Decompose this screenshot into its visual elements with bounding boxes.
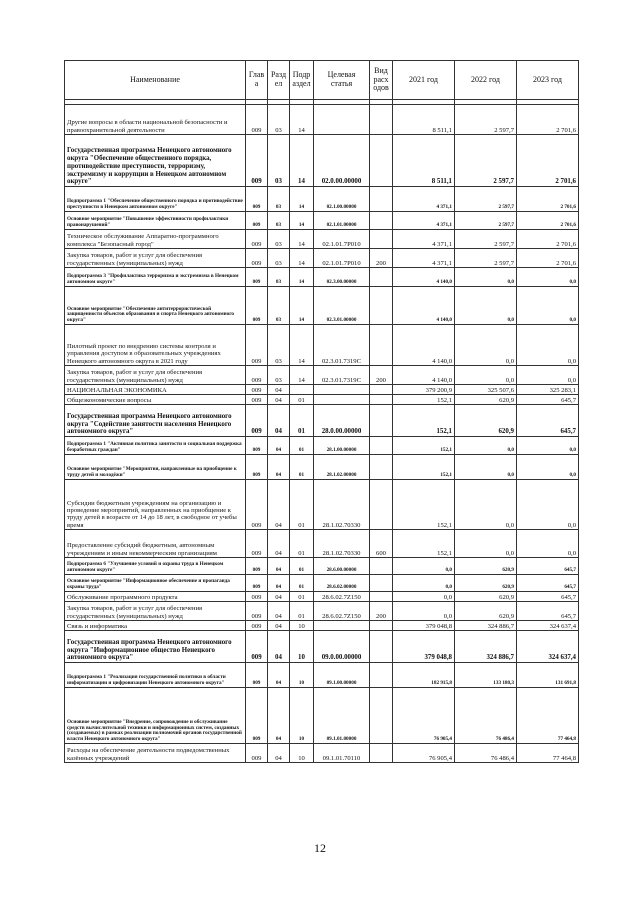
row-podrazdel: 14: [290, 230, 314, 249]
row-razdel: 04: [268, 592, 290, 602]
row-target-article: [314, 385, 370, 395]
row-expense-type: [370, 744, 393, 763]
row-name: Субсидии бюджетным учреждениям на организацию и проведение мероприятий, направленных на приобщение к труду детей в возрасте от 14 до 18 лет, в свободное от учебы время: [65, 480, 246, 530]
row-year-2021: 4 371,1: [393, 212, 455, 230]
row-target-article: [314, 105, 370, 135]
row-podrazdel: 14: [290, 287, 314, 325]
row-target-article: 02.1.00.00000: [314, 187, 370, 212]
row-name: Государственная программа Ненецкого автономного округа "Информационное общество Ненецкого автономного округа": [65, 631, 246, 663]
table-row: [65, 592, 579, 602]
row-podrazdel: 01: [290, 530, 314, 558]
row-razdel: 03: [268, 105, 290, 135]
row-year-2021: 8 511,1: [393, 135, 455, 187]
row-glava: 009: [246, 744, 268, 763]
row-target-article: 02.1.01.00000: [314, 212, 370, 230]
table-row: [65, 663, 579, 688]
row-name: Подпрограмма 3 "Профилактика терроризма и экстремизма в Ненецком автономном округе": [65, 268, 246, 287]
header-target-article: Целевая статья: [314, 61, 370, 100]
row-razdel: 03: [268, 268, 290, 287]
row-year-2021: 379 048,8: [393, 631, 455, 663]
row-year-2021: 0,0: [393, 602, 455, 621]
row-name: Основное мероприятие "Мероприятия, направленные на приобщение к труду детей и молодёжи": [65, 455, 246, 480]
row-target-article: 28.1.02.70330: [314, 480, 370, 530]
row-name: Государственная программа Ненецкого автономного округа "Содействие занятости населения Ненецкого автономного округа": [65, 405, 246, 437]
row-year-2023: 2 701,6: [517, 249, 579, 268]
row-glava: 009: [246, 688, 268, 744]
table-row: [65, 287, 579, 325]
row-year-2022: 0,0: [455, 437, 517, 455]
table-row: [65, 631, 579, 663]
row-name: Подпрограмма 1 "Реализация государственной политики в области информатизации и цифровизации Ненецкого автономного округа": [65, 663, 246, 688]
row-razdel: 04: [268, 602, 290, 621]
row-year-2022: 2 597,7: [455, 187, 517, 212]
row-name: Основное мероприятие "Внедрение, сопровождение и обслуживание средств вычислительной техники и информационных систем, созданных (создаваемых) в рамках реализации полномочий органов государственной власти Ненецкого автономного округа": [65, 688, 246, 744]
row-razdel: 03: [268, 249, 290, 268]
row-name: Закупка товаров, работ и услуг для обеспечения государственных (муниципальных) нужд: [65, 602, 246, 621]
row-expense-type: [370, 212, 393, 230]
row-year-2021: 152,1: [393, 480, 455, 530]
table-row: [65, 480, 579, 530]
row-year-2022: 620,9: [455, 395, 517, 405]
row-expense-type: [370, 592, 393, 602]
row-name: Предоставление субсидий бюджетным, автономным учреждениям и иным некоммерческим организациям: [65, 530, 246, 558]
row-podrazdel: 01: [290, 602, 314, 621]
row-razdel: 04: [268, 530, 290, 558]
table-row: [65, 212, 579, 230]
row-target-article: 02.0.00.00000: [314, 135, 370, 187]
row-year-2022: 620,9: [455, 602, 517, 621]
row-year-2023: 131 691,8: [517, 663, 579, 688]
row-year-2022: 620,9: [455, 592, 517, 602]
table-row: [65, 249, 579, 268]
row-podrazdel: 10: [290, 744, 314, 763]
row-podrazdel: 10: [290, 688, 314, 744]
row-target-article: 28.1.02.00000: [314, 455, 370, 480]
table-row: [65, 688, 579, 744]
row-year-2023: 324 637,4: [517, 621, 579, 631]
row-expense-type: [370, 621, 393, 631]
row-name: Основное мероприятие "Информационное обеспечение и пропаганда охраны труда": [65, 575, 246, 592]
row-name: Пилотный проект по внедрению системы контроля и управления доступом в образовательных учреждениях Ненецкого автономного округа в 2021 году: [65, 325, 246, 366]
row-target-article: 28.1.00.00000: [314, 437, 370, 455]
row-year-2021: 152,1: [393, 530, 455, 558]
row-expense-type: [370, 663, 393, 688]
table-row: [65, 385, 579, 395]
row-expense-type: [370, 437, 393, 455]
table-row: [65, 621, 579, 631]
row-year-2023: 645,7: [517, 395, 579, 405]
row-year-2023: 645,7: [517, 602, 579, 621]
row-expense-type: 200: [370, 366, 393, 385]
row-razdel: 04: [268, 744, 290, 763]
row-year-2023: 324 637,4: [517, 631, 579, 663]
row-razdel: 04: [268, 575, 290, 592]
row-podrazdel: 10: [290, 663, 314, 688]
row-razdel: 04: [268, 631, 290, 663]
table-row: [65, 187, 579, 212]
row-year-2022: 620,9: [455, 558, 517, 575]
row-year-2023: 0,0: [517, 437, 579, 455]
row-year-2023: 0,0: [517, 366, 579, 385]
row-year-2023: 645,7: [517, 575, 579, 592]
row-glava: 009: [246, 663, 268, 688]
row-podrazdel: 01: [290, 395, 314, 405]
row-year-2023: 2 701,6: [517, 230, 579, 249]
row-year-2022: 324 886,7: [455, 621, 517, 631]
row-expense-type: [370, 287, 393, 325]
row-target-article: 28.6.00.00000: [314, 558, 370, 575]
row-razdel: 03: [268, 212, 290, 230]
row-podrazdel: 01: [290, 455, 314, 480]
row-year-2023: 77 464,8: [517, 744, 579, 763]
row-razdel: 03: [268, 287, 290, 325]
row-glava: 009: [246, 602, 268, 621]
row-year-2021: 152,1: [393, 405, 455, 437]
row-target-article: 02.3.01.7319С: [314, 325, 370, 366]
row-year-2021: 76 905,4: [393, 688, 455, 744]
row-glava: 009: [246, 230, 268, 249]
row-year-2022: 2 597,7: [455, 212, 517, 230]
row-name: Подпрограмма 1 "Активная политика занятости и социальная поддержка безработных граждан": [65, 437, 246, 455]
row-podrazdel: 01: [290, 558, 314, 575]
table-row: [65, 366, 579, 385]
row-razdel: 04: [268, 405, 290, 437]
row-target-article: 09.1.00.00000: [314, 663, 370, 688]
row-year-2022: 2 597,7: [455, 135, 517, 187]
row-target-article: [314, 395, 370, 405]
row-name: Связь и информатика: [65, 621, 246, 631]
row-podrazdel: 01: [290, 480, 314, 530]
row-year-2023: 2 701,6: [517, 187, 579, 212]
row-year-2022: 2 597,7: [455, 230, 517, 249]
row-podrazdel: 14: [290, 135, 314, 187]
row-year-2021: 379 048,8: [393, 621, 455, 631]
row-year-2022: 0,0: [455, 268, 517, 287]
table-row: [65, 135, 579, 187]
header-podrazdel: Подр аздел: [290, 61, 314, 100]
row-name: Подпрограмма 1 "Обеспечение общественного порядка и противодействие преступности в Ненецком автономном округе": [65, 187, 246, 212]
table-row: [65, 395, 579, 405]
row-name: Техническое обслуживание Аппаратно-программного комплекса "Безопасный город": [65, 230, 246, 249]
row-expense-type: [370, 230, 393, 249]
row-razdel: 04: [268, 688, 290, 744]
row-razdel: 04: [268, 558, 290, 575]
row-year-2021: 0,0: [393, 558, 455, 575]
row-podrazdel: 14: [290, 249, 314, 268]
row-glava: 009: [246, 105, 268, 135]
header-expense-type: Вид расх одов: [370, 61, 393, 100]
row-expense-type: [370, 631, 393, 663]
row-year-2022: 620,9: [455, 575, 517, 592]
row-glava: 009: [246, 437, 268, 455]
row-year-2022: 0,0: [455, 530, 517, 558]
header-glava: Глав а: [246, 61, 268, 100]
row-year-2022: 620,9: [455, 405, 517, 437]
row-year-2023: 77 464,8: [517, 688, 579, 744]
row-year-2021: 4 371,1: [393, 187, 455, 212]
row-year-2023: 2 701,6: [517, 105, 579, 135]
row-expense-type: [370, 268, 393, 287]
row-glava: 009: [246, 212, 268, 230]
row-year-2022: 0,0: [455, 480, 517, 530]
row-year-2021: 152,1: [393, 455, 455, 480]
table-row: [65, 105, 579, 135]
row-razdel: 03: [268, 135, 290, 187]
row-target-article: 09.1.01.00000: [314, 688, 370, 744]
row-name: НАЦИОНАЛЬНАЯ ЭКОНОМИКА: [65, 385, 246, 395]
row-glava: 009: [246, 325, 268, 366]
header-year-2023: 2023 год: [517, 61, 579, 100]
row-glava: 009: [246, 366, 268, 385]
row-year-2021: 4 371,1: [393, 249, 455, 268]
row-expense-type: [370, 575, 393, 592]
row-name: Государственная программа Ненецкого автономного округа "Обеспечение общественного порядка, противодействие преступности, терроризму, экстремизму и коррупции в Ненецком автономном округе": [65, 135, 246, 187]
row-podrazdel: 14: [290, 105, 314, 135]
header-year-2021: 2021 год: [393, 61, 455, 100]
row-year-2022: 0,0: [455, 366, 517, 385]
row-year-2021: 8 511,1: [393, 105, 455, 135]
row-razdel: 04: [268, 385, 290, 395]
row-glava: 009: [246, 558, 268, 575]
row-expense-type: 200: [370, 602, 393, 621]
row-glava: 009: [246, 187, 268, 212]
row-expense-type: 200: [370, 249, 393, 268]
row-expense-type: [370, 385, 393, 395]
row-expense-type: [370, 480, 393, 530]
row-target-article: [314, 621, 370, 631]
row-year-2021: 4 371,1: [393, 230, 455, 249]
row-year-2021: 0,0: [393, 575, 455, 592]
row-target-article: 02.1.01.7Р010: [314, 230, 370, 249]
row-razdel: 04: [268, 480, 290, 530]
row-target-article: 28.1.02.70330: [314, 530, 370, 558]
table-row: [65, 405, 579, 437]
table-row: [65, 325, 579, 366]
row-year-2022: 0,0: [455, 325, 517, 366]
row-podrazdel: 14: [290, 268, 314, 287]
row-year-2023: 325 283,1: [517, 385, 579, 395]
row-year-2022: 2 597,7: [455, 249, 517, 268]
table-body: [65, 100, 579, 763]
row-razdel: 04: [268, 621, 290, 631]
row-year-2022: 0,0: [455, 455, 517, 480]
row-year-2021: 4 140,0: [393, 325, 455, 366]
row-razdel: 04: [268, 437, 290, 455]
row-target-article: 28.6.02.00000: [314, 575, 370, 592]
row-year-2022: 324 886,7: [455, 631, 517, 663]
row-year-2021: 379 200,9: [393, 385, 455, 395]
row-year-2023: 0,0: [517, 530, 579, 558]
row-expense-type: [370, 187, 393, 212]
table-row: [65, 575, 579, 592]
table-row: [65, 558, 579, 575]
row-year-2022: 76 486,4: [455, 688, 517, 744]
row-expense-type: [370, 558, 393, 575]
row-year-2021: 4 140,0: [393, 366, 455, 385]
row-year-2022: 2 597,7: [455, 105, 517, 135]
row-year-2023: 645,7: [517, 405, 579, 437]
row-podrazdel: 14: [290, 187, 314, 212]
table-row: [65, 437, 579, 455]
header-year-2022: 2022 год: [455, 61, 517, 100]
page-number: 12: [314, 841, 326, 855]
header-razdel: Разд ел: [268, 61, 290, 100]
row-year-2021: 152,1: [393, 395, 455, 405]
row-podrazdel: 14: [290, 325, 314, 366]
row-name: Обслуживание программного продукта: [65, 592, 246, 602]
budget-table: [64, 60, 579, 763]
row-year-2023: 645,7: [517, 592, 579, 602]
row-expense-type: [370, 688, 393, 744]
row-expense-type: [370, 405, 393, 437]
row-podrazdel: 14: [290, 366, 314, 385]
row-razdel: 04: [268, 663, 290, 688]
row-podrazdel: [290, 385, 314, 395]
row-year-2021: 0,0: [393, 592, 455, 602]
row-year-2023: 0,0: [517, 287, 579, 325]
row-razdel: 03: [268, 187, 290, 212]
row-target-article: 02.3.00.00000: [314, 268, 370, 287]
row-glava: 009: [246, 287, 268, 325]
row-year-2023: 645,7: [517, 558, 579, 575]
row-year-2023: 0,0: [517, 455, 579, 480]
row-target-article: 28.0.00.00000: [314, 405, 370, 437]
row-podrazdel: 01: [290, 437, 314, 455]
row-razdel: 03: [268, 325, 290, 366]
row-glava: 009: [246, 530, 268, 558]
row-razdel: 04: [268, 455, 290, 480]
row-expense-type: [370, 135, 393, 187]
row-name: Другие вопросы в области национальной безопасности и правоохранительной деятельности: [65, 105, 246, 135]
row-year-2023: 0,0: [517, 480, 579, 530]
row-year-2023: 2 701,6: [517, 212, 579, 230]
row-glava: 009: [246, 385, 268, 395]
row-year-2022: 76 486,4: [455, 744, 517, 763]
row-glava: 009: [246, 135, 268, 187]
row-podrazdel: 10: [290, 631, 314, 663]
header-name: Наименование: [65, 61, 246, 100]
row-target-article: 09.0.00.00000: [314, 631, 370, 663]
table-header-row: [65, 61, 579, 100]
row-razdel: 03: [268, 366, 290, 385]
row-year-2022: 0,0: [455, 287, 517, 325]
table-row: [65, 268, 579, 287]
table-row: [65, 455, 579, 480]
row-name: Общеэкономические вопросы: [65, 395, 246, 405]
row-name: Расходы на обеспечение деятельности подведомственных казённых учреждений: [65, 744, 246, 763]
row-glava: 009: [246, 631, 268, 663]
row-year-2021: 4 140,0: [393, 268, 455, 287]
row-glava: 009: [246, 621, 268, 631]
row-expense-type: [370, 105, 393, 135]
row-name: Основное мероприятие "Повышение эффективности профилактики правонарушений": [65, 212, 246, 230]
row-name: Подпрограмма 6 "Улучшение условий и охраны труда в Ненецком автономном округе": [65, 558, 246, 575]
row-year-2023: 0,0: [517, 325, 579, 366]
row-expense-type: [370, 395, 393, 405]
row-glava: 009: [246, 592, 268, 602]
row-year-2021: 76 905,4: [393, 744, 455, 763]
row-year-2023: 0,0: [517, 268, 579, 287]
row-target-article: 02.3.01.00000: [314, 287, 370, 325]
row-target-article: 02.3.01.7319С: [314, 366, 370, 385]
row-expense-type: 600: [370, 530, 393, 558]
table-row: [65, 230, 579, 249]
row-glava: 009: [246, 575, 268, 592]
row-glava: 009: [246, 405, 268, 437]
row-podrazdel: 01: [290, 405, 314, 437]
row-target-article: 09.1.01.70110: [314, 744, 370, 763]
row-year-2022: 325 507,6: [455, 385, 517, 395]
table-row: [65, 744, 579, 763]
row-target-article: 28.6.02.7Z150: [314, 602, 370, 621]
row-name: Основное мероприятие "Обеспечение антитеррористической защищенности объектов образования и спорта Ненецкого автономного округа": [65, 287, 246, 325]
row-glava: 009: [246, 480, 268, 530]
row-podrazdel: 14: [290, 212, 314, 230]
row-glava: 009: [246, 395, 268, 405]
row-name: Закупка товаров, работ и услуг для обеспечения государственных (муниципальных) нужд: [65, 366, 246, 385]
row-year-2021: 152,1: [393, 437, 455, 455]
row-target-article: 28.6.02.7Z150: [314, 592, 370, 602]
row-razdel: 03: [268, 230, 290, 249]
row-podrazdel: 10: [290, 621, 314, 631]
row-target-article: 02.1.01.7Р010: [314, 249, 370, 268]
table-row: [65, 602, 579, 621]
table-row: [65, 530, 579, 558]
row-podrazdel: 01: [290, 575, 314, 592]
row-glava: 009: [246, 249, 268, 268]
row-glava: 009: [246, 268, 268, 287]
row-podrazdel: 01: [290, 592, 314, 602]
row-glava: 009: [246, 455, 268, 480]
row-year-2021: 182 915,8: [393, 663, 455, 688]
row-year-2023: 2 701,6: [517, 135, 579, 187]
row-expense-type: [370, 325, 393, 366]
row-year-2021: 4 140,0: [393, 287, 455, 325]
row-expense-type: [370, 455, 393, 480]
row-year-2022: 133 180,3: [455, 663, 517, 688]
row-name: Закупка товаров, работ и услуг для обеспечения государственных (муниципальных) нужд: [65, 249, 246, 268]
row-razdel: 04: [268, 395, 290, 405]
